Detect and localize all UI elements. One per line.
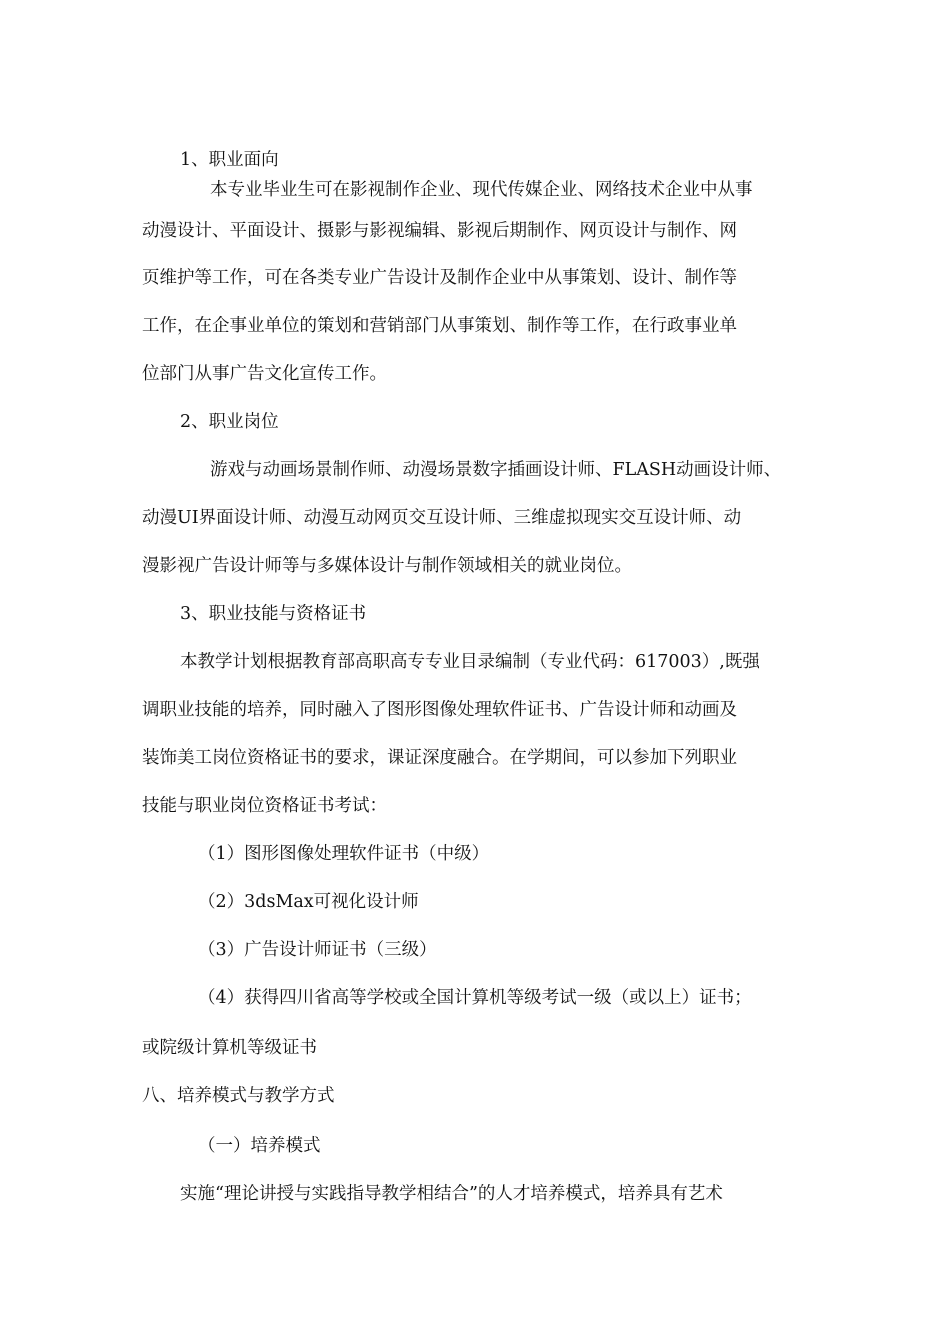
paragraph-line: 游戏与动画场景制作师、动漫场景数字插画设计师、FLASH动画设计师、: [210, 460, 782, 480]
paragraph-line: 漫影视广告设计师等与多媒体设计与制作领域相关的就业岗位。: [142, 556, 632, 576]
paragraph-line: 调职业技能的培养，同时融入了图形图像处理软件证书、广告设计师和动画及: [142, 700, 737, 720]
list-item: （4）获得四川省高等学校或全国计算机等级考试一级（或以上）证书；: [198, 988, 752, 1008]
paragraph-line: 实施“理论讲授与实践指导教学相结合”的人才培养模式，培养具有艺术: [180, 1184, 723, 1204]
subsection-heading: （一）培养模式: [198, 1136, 321, 1156]
paragraph-line: 本教学计划根据教育部高职高专专业目录编制（专业代码：617003）,既强: [180, 652, 760, 672]
paragraph-line: 装饰美工岗位资格证书的要求，课证深度融合。在学期间，可以参加下列职业: [142, 748, 737, 768]
paragraph-line: 本专业毕业生可在影视制作企业、现代传媒企业、网络技术企业中从事: [210, 180, 753, 200]
paragraph-line: 工作，在企事业单位的策划和营销部门从事策划、制作等工作，在行政事业单: [142, 316, 737, 336]
paragraph-line: 动漫设计、平面设计、摄影与影视编辑、影视后期制作、网页设计与制作、网: [142, 221, 737, 241]
section-heading: 八、培养模式与教学方式: [142, 1086, 335, 1106]
paragraph-line: 位部门从事广告文化宣传工作。: [142, 364, 387, 384]
list-item: （3）广告设计师证书（三级）: [198, 940, 437, 960]
heading-skills-certificates: 3、职业技能与资格证书: [180, 604, 367, 624]
heading-career-orientation: 1、职业面向: [180, 150, 279, 170]
paragraph-line: 或院级计算机等级证书: [142, 1038, 317, 1058]
paragraph-line: 动漫UI界面设计师、动漫互动网页交互设计师、三维虚拟现实交互设计师、动: [142, 508, 742, 528]
paragraph-line: 页维护等工作，可在各类专业广告设计及制作企业中从事策划、设计、制作等: [142, 268, 737, 288]
list-item: （1）图形图像处理软件证书（中级）: [198, 844, 490, 864]
paragraph-line: 技能与职业岗位资格证书考试：: [142, 796, 387, 816]
list-item: （2）3dsMax可视化设计师: [198, 892, 419, 912]
heading-career-positions: 2、职业岗位: [180, 412, 279, 432]
